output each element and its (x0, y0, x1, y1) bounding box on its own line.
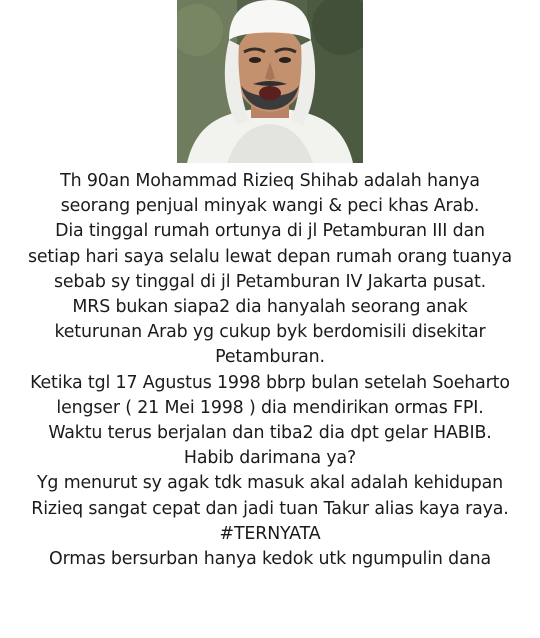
post-line: #TERNYATA (219, 523, 321, 544)
post-line: setiap hari saya selalu lewat depan rumah orang tuanya (27, 246, 513, 267)
post-line: Yg menurut sy agak tdk masuk akal adalah kehidupan (36, 473, 504, 494)
post-line: seorang penjual minyak wangi & peci khas Arab. (60, 196, 480, 217)
post-line: Ormas bersurban hanya kedok utk ngumpulin dana (49, 549, 491, 570)
post-line: MRS bukan siapa2 dia hanyalah seorang anak (72, 297, 468, 318)
portrait-photo (177, 0, 363, 163)
post-line: Dia tinggal rumah ortunya di jl Petamburan III dan (55, 221, 485, 242)
post-line: sebab sy tinggal di jl Petamburan IV Jakarta pusat. (53, 271, 487, 292)
post-line: Th 90an Mohammad Rizieq Shihab adalah hanya (60, 171, 480, 191)
post-line: Waktu terus berjalan dan tiba2 dia dpt gelar HABIB. (48, 423, 492, 444)
post-line: keturunan Arab yg cukup byk berdomisili disekitar (54, 322, 486, 343)
post-text (0, 169, 540, 572)
post-line: Petamburan. (215, 347, 325, 368)
post-line: Habib darimana ya? (183, 448, 357, 469)
post-line: Ketika tgl 17 Agustus 1998 bbrp bulan setelah Soeharto (30, 372, 510, 393)
post-line: lengser ( 21 Mei 1998 ) dia mendirikan ormas FPI. (56, 397, 484, 418)
post-line: Rizieq sangat cepat dan jadi tuan Takur alias kaya raya. (31, 498, 509, 519)
